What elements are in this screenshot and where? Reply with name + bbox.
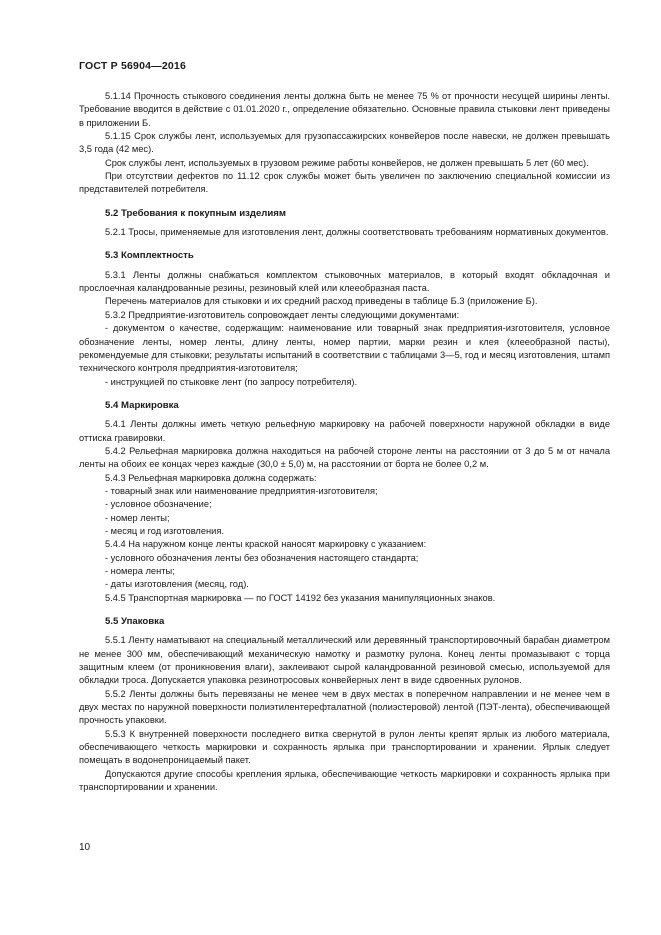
document-header: ГОСТ Р 56904—2016	[79, 60, 187, 72]
paragraph-5-5-2: 5.5.2 Ленты должны быть перевязаны не менее чем в двух местах в поперечном направлении и не менее чем в двух местах по наружной поверхности полиэтилентерефталатной (полиэстеровой) лентой (ПЭТ-лента), обеспечивающей прочность упаковки.	[79, 688, 610, 726]
list-item: - документом о качестве, содержащим: наименование или товарный знак предприятия-изготовителя, условное обозначение ленты, номер ленты, длину ленты, номер партии, марки резин и клея (клееобразной пасты), рекомендуемые для стыковки; результаты испытаний в соответствии с таблицами 3—5, год и месяц изготовления, штамп технического контроля предприятия-изготовителя;	[79, 323, 610, 374]
paragraph-5-4-5: 5.4.5 Транспортная маркировка — по ГОСТ 14192 без указания манипуляционных знаков.	[105, 592, 496, 603]
section-heading-5-3: 5.3 Комплектность	[105, 250, 194, 262]
paragraph-5-5-1: 5.5.1 Ленту наматывают на специальный металлический или деревянный транспортировочный барабан диаметром не менее 300 мм, обеспечивающий механическую намотку и размотку рулона. Конец ленты промазывают с торца защитным клеем (от проникновения влаги), заклеивают сырой каландрованной резиновой смесью, используемой для обкладки троса. Допускается упаковка резинотросовых конвейерных лент в виде сдвоенных рулонов.	[79, 635, 610, 686]
paragraph-5-3-2: 5.3.2 Предприятие-изготовитель сопровождает ленты следующими документами:	[105, 309, 460, 320]
paragraph-5-4-3: 5.4.3 Рельефная маркировка должна содержать:	[105, 472, 317, 483]
section-heading-5-5: 5.5 Упаковка	[105, 616, 165, 628]
paragraph: При отсутствии дефектов по 11.12 срок службы может быть увеличен по заключению специальной комиссии из представителей потребителя.	[79, 171, 610, 195]
list-item: - условного обозначения ленты без обозначения настоящего стандарта;	[105, 552, 419, 563]
page-number: 10	[79, 842, 91, 853]
document-body	[79, 90, 610, 795]
paragraph: Перечень материалов для стыковки и их средний расход приведены в таблице Б.3 (приложение Б).	[105, 296, 538, 307]
list-item: - товарный знак или наименование предприятия-изготовителя;	[105, 485, 378, 496]
section-heading-5-4: 5.4 Маркировка	[105, 399, 179, 411]
paragraph-5-3-1: 5.3.1 Ленты должны снабжаться комплектом стыковочных материалов, в который входят обкладочная и прослоечная каландрованные резины, резиновый клей или клееобразная паста.	[79, 269, 610, 294]
paragraph-5-4-1: 5.4.1 Ленты должны иметь четкую рельефную маркировку на рабочей поверхности наружной обкладки в виде оттиска гравировки.	[79, 419, 610, 443]
paragraph: Срок службы лент, используемых в грузовом режиме работы конвейеров, не должен превышать 5 лет (60 мес).	[105, 157, 589, 168]
section-heading-5-2: 5.2 Требования к покупным изделиям	[105, 207, 286, 219]
list-item: - инструкцией по стыковке лент (по запросу потребителя).	[105, 376, 358, 387]
list-item: - месяц и год изготовления.	[105, 525, 224, 536]
paragraph: Допускаются другие способы крепления ярлыка, обеспечивающие четкость маркировки и сохранность ярлыка при транспортировании и хранении.	[79, 768, 610, 793]
list-item: - номер ленты;	[105, 512, 170, 523]
paragraph-5-1-14: 5.1.14 Прочность стыкового соединения ленты должна быть не менее 75 % от прочности несущей ширины ленты. Требование вводится в действие с 01.01.2020 г., определение обязательно. Основные правила стыковки лент приведены в приложении Б.	[79, 91, 610, 128]
paragraph-5-1-15: 5.1.15 Срок службы лент, используемых для грузопассажирских конвейеров после навески, не должен превышать 3,5 года (42 мес).	[79, 131, 610, 155]
paragraph-5-5-3: 5.5.3 К внутренней поверхности последнего витка свернутой в рулон ленты крепят ярлык из любого материала, обеспечивающего четкость маркировки и сохранность ярлыка при транспортировании и хранении. Ярлык следует помещать в водонепроницаемый пакет.	[79, 728, 610, 766]
list-item: - номера ленты;	[105, 566, 175, 576]
paragraph-5-4-2: 5.4.2 Рельефная маркировка должна находиться на рабочей стороне ленты на расстоянии от 3 до 5 м от начала ленты на обоих ее концах через каждые (30,0 ± 5,0) м, на расстоянии от борта не более 0,2 м.	[79, 445, 610, 470]
paragraph-5-4-4: 5.4.4 На наружном конце ленты краской наносят маркировку с указанием:	[105, 539, 427, 550]
list-item: - условное обозначение;	[105, 499, 212, 510]
paragraph-5-2-1: 5.2.1 Тросы, применяемые для изготовления лент, должны соответствовать требованиям нормативных документов.	[105, 227, 609, 238]
list-item: - даты изготовления (месяц, год).	[105, 579, 249, 590]
